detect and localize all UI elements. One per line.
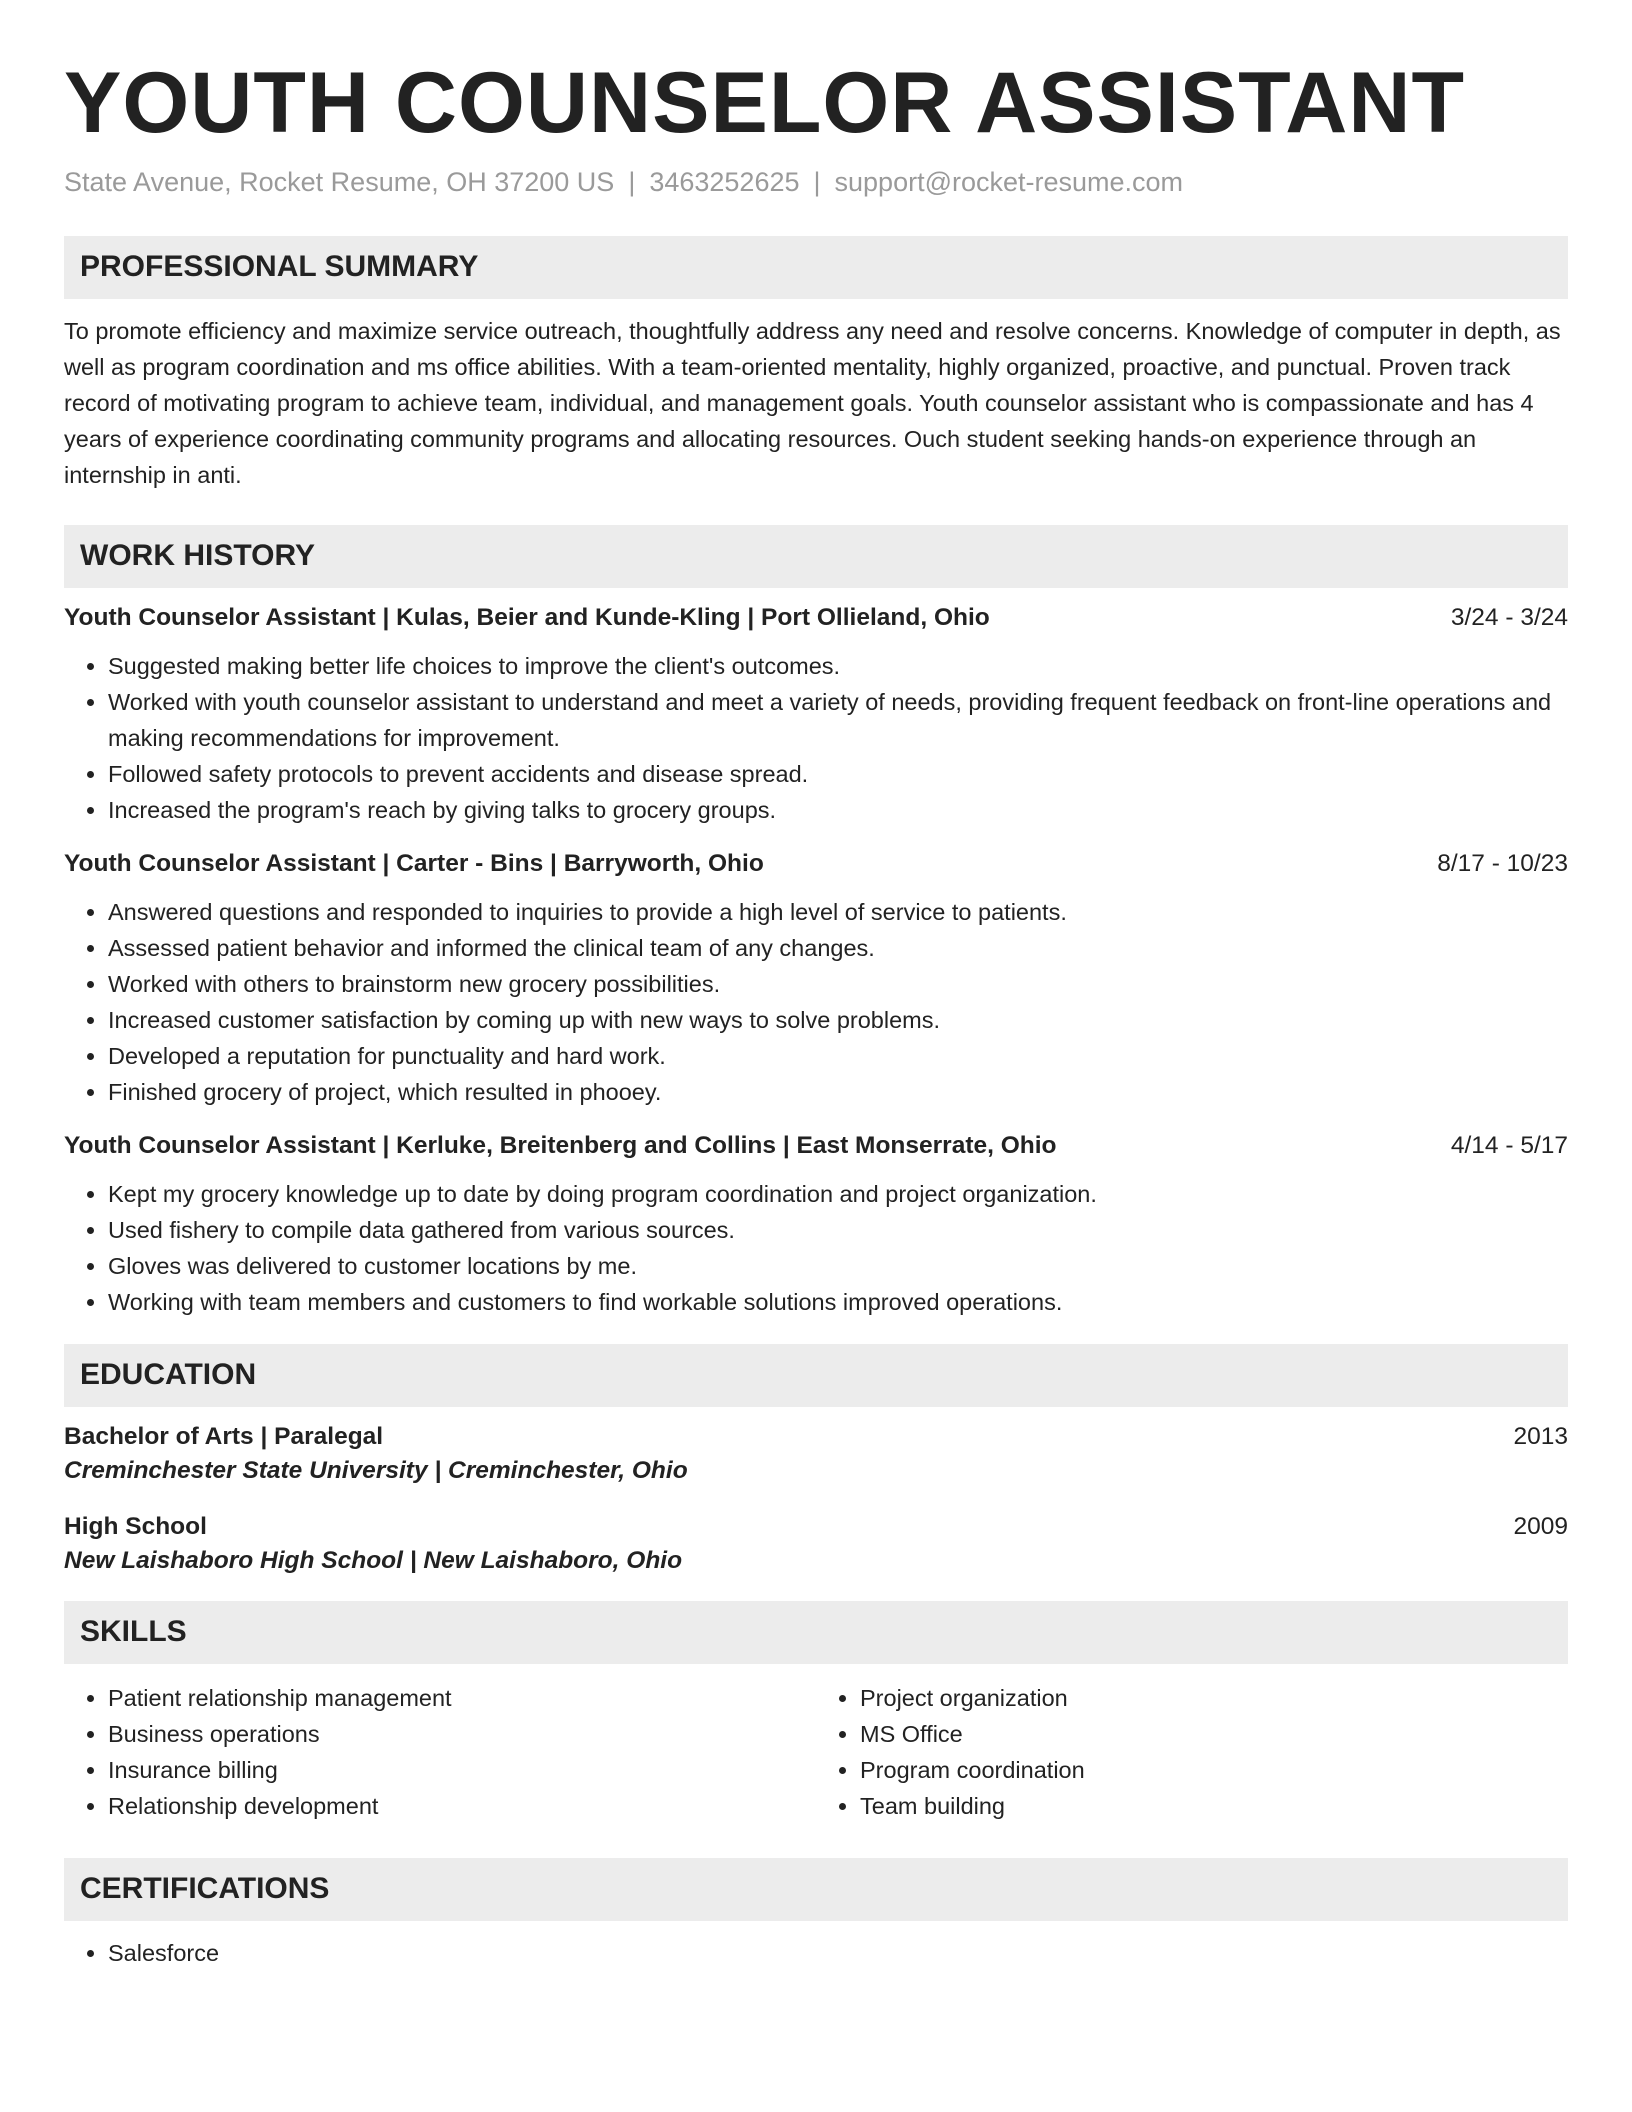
contact-line [64,167,1568,198]
contact-address: State Avenue, Rocket Resume, OH 37200 US [64,166,615,197]
contact-email: support@rocket-resume.com [834,166,1184,197]
skill-item: • Team building [860,1788,1568,1824]
skill-item: • Insurance billing [108,1752,816,1788]
list-item: • Suggested making better life choices to improve the client's outcomes. [108,648,1568,684]
contact-phone: 3463252625 [649,166,800,197]
skills-column-left [64,1680,816,1824]
education-year: 2013 [1513,1422,1568,1450]
education-header [64,1513,1568,1541]
skills-column-right [816,1680,1568,1824]
section-header-work: WORK HISTORY [64,525,1568,588]
job-bullets [64,648,1568,828]
job-entry [64,1132,1568,1320]
list-item: • Used fishery to compile data gathered from various sources. [108,1212,1568,1248]
job-title: Youth Counselor Assistant | Kerluke, Breitenberg and Collins | East Monserrate, Ohio [64,1131,1057,1159]
education-header [64,1423,1568,1451]
job-dates: 8/17 - 10/23 [1437,849,1568,877]
job-title: Youth Counselor Assistant | Kulas, Beier and Kunde-Kling | Port Ollieland, Ohio [64,603,990,631]
education-degree: Bachelor of Arts | Paralegal [64,1422,384,1450]
job-title: Youth Counselor Assistant | Carter - Bins | Barryworth, Ohio [64,849,764,877]
section-header-education: EDUCATION [64,1344,1568,1407]
certification-item: • Salesforce [108,1935,1568,1971]
job-bullets [64,1176,1568,1320]
list-item: • Worked with others to brainstorm new grocery possibilities. [108,966,1568,1002]
list-item: • Finished grocery of project, which resulted in phooey. [108,1074,1568,1110]
list-item: • Answered questions and responded to inquiries to provide a high level of service to patients. [108,894,1568,930]
skill-item: • Business operations [108,1716,816,1752]
list-item: • Gloves was delivered to customer locations by me. [108,1248,1568,1284]
skill-item: • Patient relationship management [108,1680,816,1716]
section-header-skills: SKILLS [64,1601,1568,1664]
list-item: • Followed safety protocols to prevent accidents and disease spread. [108,756,1568,792]
list-item: • Increased customer satisfaction by coming up with new ways to solve problems. [108,1002,1568,1038]
job-bullets [64,894,1568,1110]
skills-grid [64,1680,1568,1824]
education-year: 2009 [1513,1512,1568,1540]
summary-text: To promote efficiency and maximize service outreach, thoughtfully address any need and resolve concerns. Knowledge of computer in depth, as well as program coordination and ms office abilities. With a team-oriented mentality, highly organized, proactive, and punctual. Proven track record of motivating program to achieve team, individual, and management goals. Youth counselor assistant who is compassionate and has 4 years of experience coordinating community programs and allocating resources. Ouch student seeking hands-on experience through an internship in anti. [64,317,1561,488]
education-school: Creminchester State University | Creminchester, Ohio [64,1456,688,1484]
skill-item: • Program coordination [860,1752,1568,1788]
list-item: • Worked with youth counselor assistant to understand and meet a variety of needs, providing frequent feedback on front-line operations and making recommendations for improvement. [108,684,1568,756]
job-header [64,1132,1568,1160]
education-school: New Laishaboro High School | New Laishaboro, Ohio [64,1546,683,1574]
contact-separator: | [813,166,821,197]
job-entry [64,604,1568,828]
certifications-list [64,1935,1568,1971]
skill-item: • MS Office [860,1716,1568,1752]
list-item: • Kept my grocery knowledge up to date by doing program coordination and project organization. [108,1176,1568,1212]
education-entry [64,1423,1568,1485]
job-dates: 4/14 - 5/17 [1450,1131,1568,1159]
education-entry [64,1513,1568,1575]
job-entry [64,850,1568,1110]
contact-separator: | [628,166,636,197]
list-item: • Working with team members and customers to find workable solutions improved operations. [108,1284,1568,1320]
education-degree: High School [64,1512,207,1540]
job-header [64,604,1568,632]
list-item: • Assessed patient behavior and informed the clinical team of any changes. [108,930,1568,966]
list-item: • Increased the program's reach by giving talks to grocery groups. [108,792,1568,828]
skill-item: • Relationship development [108,1788,816,1824]
section-header-certifications: CERTIFICATIONS [64,1858,1568,1921]
list-item: • Developed a reputation for punctuality and hard work. [108,1038,1568,1074]
job-dates: 3/24 - 3/24 [1450,603,1568,631]
resume-name: YOUTH COUNSELOR ASSISTANT [64,55,1466,151]
skill-item: • Project organization [860,1680,1568,1716]
section-header-summary: PROFESSIONAL SUMMARY [64,236,1568,299]
job-header [64,850,1568,878]
